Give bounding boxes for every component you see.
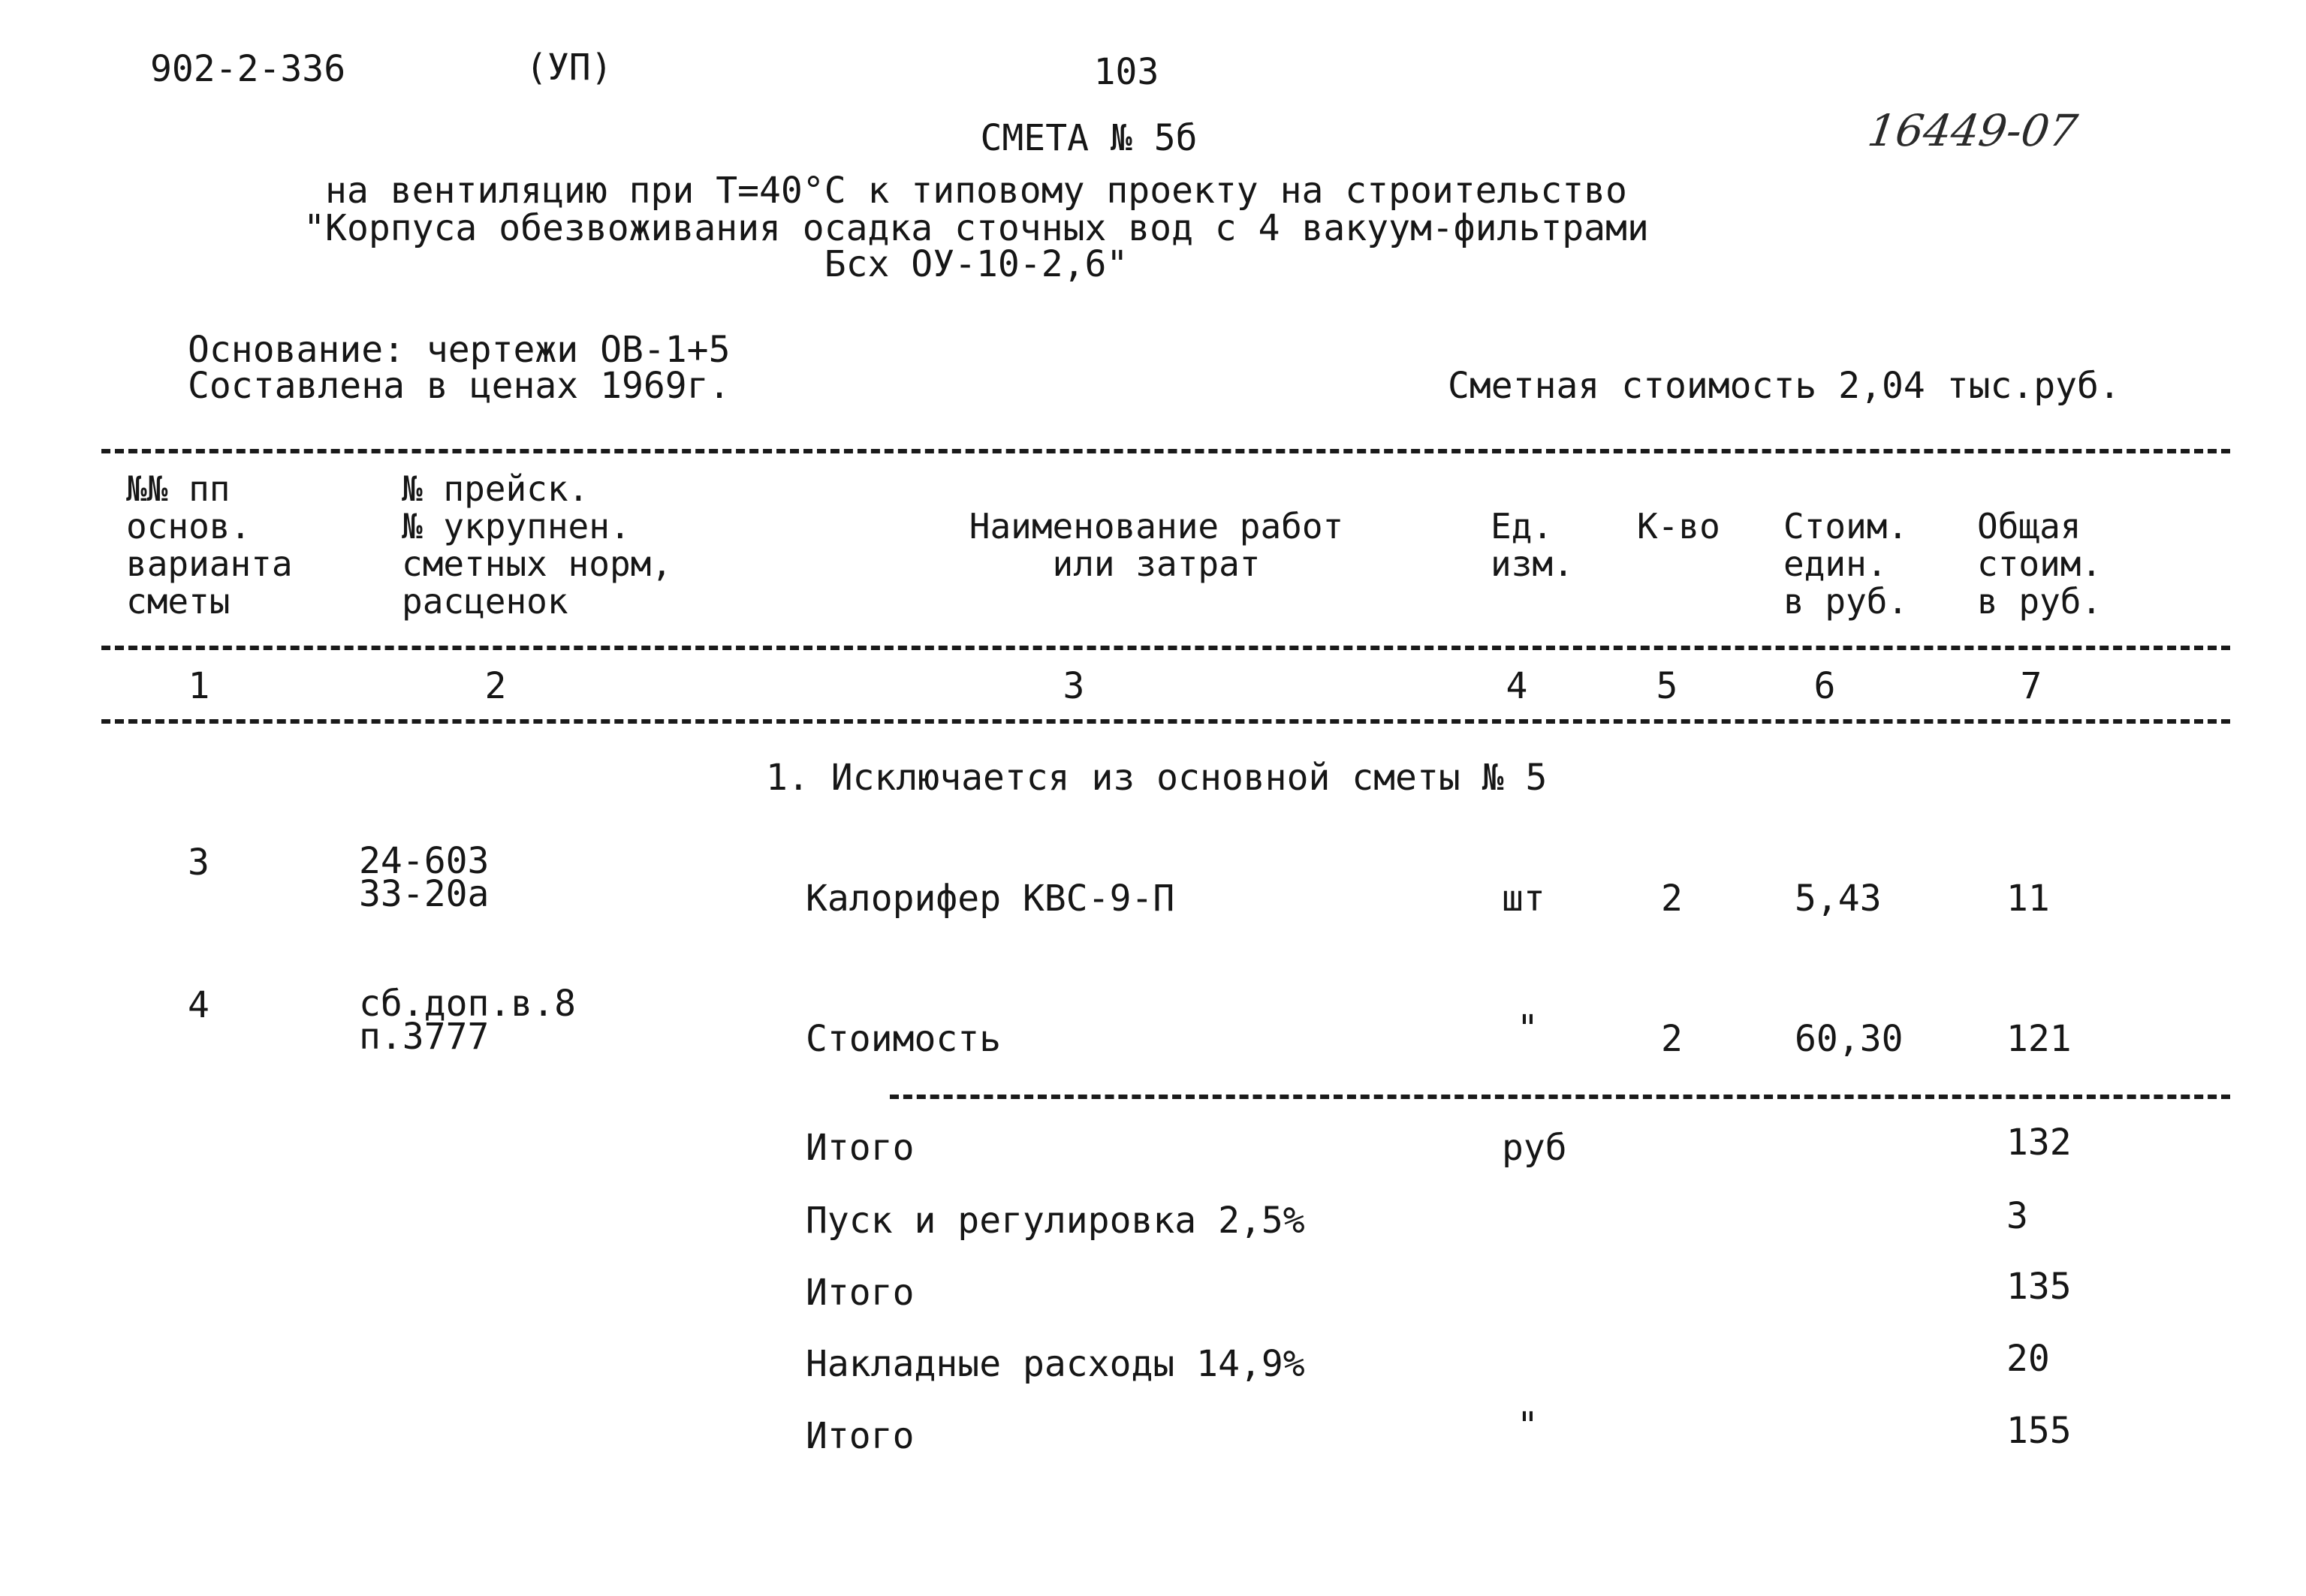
summary-name: Итого [806,1127,915,1169]
row-qty: 2 [1661,878,1683,920]
title-line-3: Бсх ОУ-10-2,6" [824,243,1129,285]
col-number-4: 4 [1506,665,1528,707]
inventory-number: 16449-07 [1864,105,2081,156]
summary-total: 135 [2006,1266,2072,1308]
row-total: 11 [2006,878,2050,920]
row-unit-price: 5,43 [1795,878,1882,920]
summary-name: Пуск и регулировка 2,5% [806,1200,1305,1242]
col-header-unit-price: Стоим. един. в руб. [1783,506,1909,622]
col-header-name: Наименование работ или затрат [969,506,1344,584]
col-header-number: №№ пп основ. варианта сметы [126,468,293,622]
summary-unit: руб [1502,1127,1567,1169]
row-number: 4 [188,984,209,1026]
col-number-6: 6 [1813,665,1836,707]
column-numbers-rule [101,719,2230,724]
summary-name: Накладные расходы 14,9% [806,1343,1305,1385]
basis-prices: Составлена в ценах 1969г. [188,365,731,407]
col-header-unit: Ед. изм. [1491,506,1574,584]
document-code: 902-2-336 [150,48,346,90]
col-number-2: 2 [484,665,507,707]
row-name: Калорифер КВС-9-П [806,878,1175,920]
title-line-2: "Корпуса обезвоживания осадка сточных вод с 4 вакуум-фильтрами [303,207,1649,249]
row-total: 121 [2006,1018,2072,1060]
row-unit: " [1517,1007,1539,1049]
album-label: (УП) [526,47,613,89]
title-line-1: на вентиляцию при Т=40°С к типовому проекту на строительство [325,170,1627,212]
estimate-heading: СМЕТА № 5б [980,117,1198,159]
col-header-total: Общая стоим. в руб. [1977,506,2103,622]
basis-drawings: Основание: чертежи ОВ-1+5 [188,329,731,371]
row-name: Стоимость [806,1018,1002,1060]
summary-name: Итого [806,1415,915,1457]
summary-total: 155 [2006,1410,2072,1452]
col-number-5: 5 [1656,665,1678,707]
row-code: сб.доп.в.8 п.3777 [359,983,576,1058]
section-title: 1. Исключается из основной сметы № 5 [766,757,1548,799]
summary-name: Итого [806,1272,915,1314]
summary-total: 132 [2006,1122,2072,1164]
row-code: 24-603 33-20а [359,840,490,915]
row-number: 3 [188,842,209,884]
page-number: 103 [1093,51,1159,93]
col-header-code: № прейск. № укрупнен. сметных норм, расценок [402,468,673,622]
header-bottom-rule [101,646,2230,650]
subtotal-rule [890,1095,2230,1099]
row-unit: шт [1502,878,1545,920]
row-qty: 2 [1661,1018,1683,1060]
summary-unit: " [1517,1405,1539,1447]
col-number-7: 7 [2020,665,2042,707]
col-header-qty: К-во [1637,506,1720,547]
row-unit-price: 60,30 [1795,1018,1904,1060]
estimated-cost: Сметная стоимость 2,04 тыс.руб. [1448,365,2121,407]
summary-total: 20 [2006,1338,2050,1380]
col-number-1: 1 [188,665,210,707]
summary-total: 3 [2006,1195,2028,1237]
col-number-3: 3 [1063,665,1085,707]
table-top-rule [101,449,2230,453]
